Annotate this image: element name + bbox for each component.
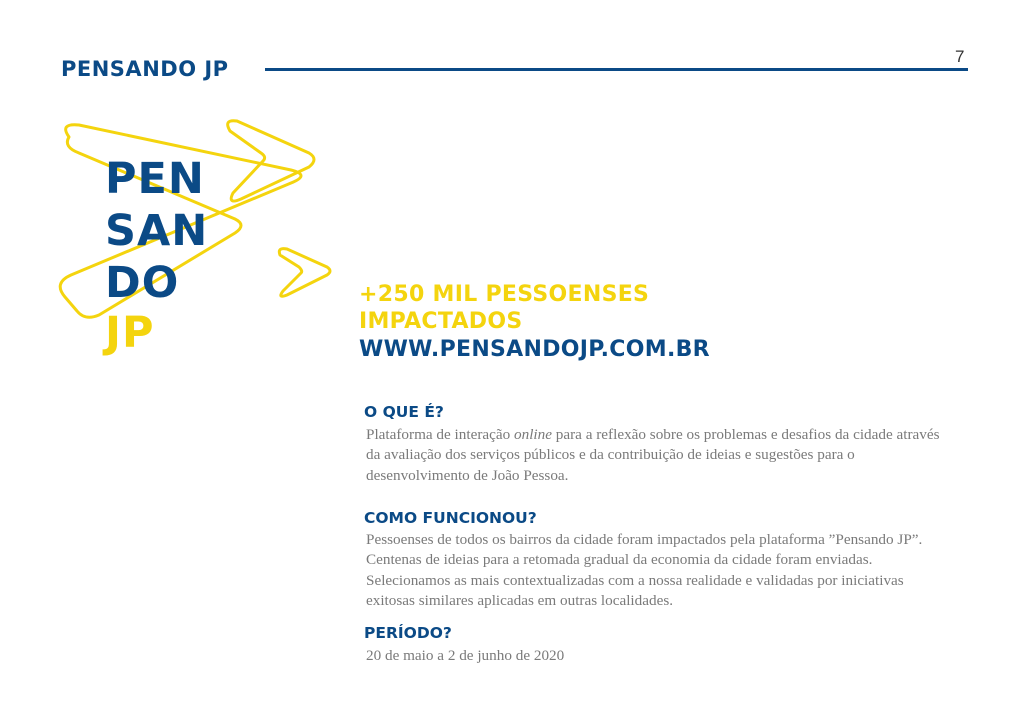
logo-text-pen: PEN — [105, 154, 205, 204]
section-title-period: PERÍODO? — [364, 624, 452, 642]
section-title-how: COMO FUNCIONOU? — [364, 509, 537, 527]
section-body-how: Pessoenses de todos os bairros da cidade foram impactados pela plataforma ”Pensando JP”. Centenas de ideias para a retomada gradual da economia da cidade foram enviadas. Selecionamos as mais contextualizadas com a nossa realidade e validadas por iniciativas exitosas similares aplicadas em outras localidades. — [366, 531, 923, 609]
logo-text-san: SAN — [105, 206, 209, 256]
what-body-italic: online — [514, 426, 552, 443]
page-number: 7 — [955, 47, 965, 66]
logo-text-jp: JP — [105, 308, 155, 358]
header-divider — [265, 68, 968, 71]
small-chevron-top — [228, 121, 314, 201]
highlight-impact-line1: +250 MIL PESSOENSES — [359, 282, 650, 307]
section-body-period: 20 de maio a 2 de junho de 2020 — [366, 647, 565, 664]
what-body-part1: Plataforma de interação — [366, 426, 515, 443]
what-body-part2: para a reflexão sobre os problemas e desafios da cidade através da avaliação dos serviços públicos e da contribuição de ideias e sugestões para o desenvolvimento de João Pessoa. — [366, 426, 940, 484]
website-url[interactable]: WWW.PENSANDOJP.COM.BR — [359, 337, 710, 362]
small-chevron-bottom — [279, 249, 330, 297]
highlight-impact-line2: IMPACTADOS — [359, 309, 523, 334]
section-title-what: O QUE É? — [364, 403, 444, 421]
section-body-what — [366, 425, 956, 486]
header-title: PENSANDO JP — [61, 57, 229, 81]
logo-text-do: DO — [105, 258, 180, 308]
